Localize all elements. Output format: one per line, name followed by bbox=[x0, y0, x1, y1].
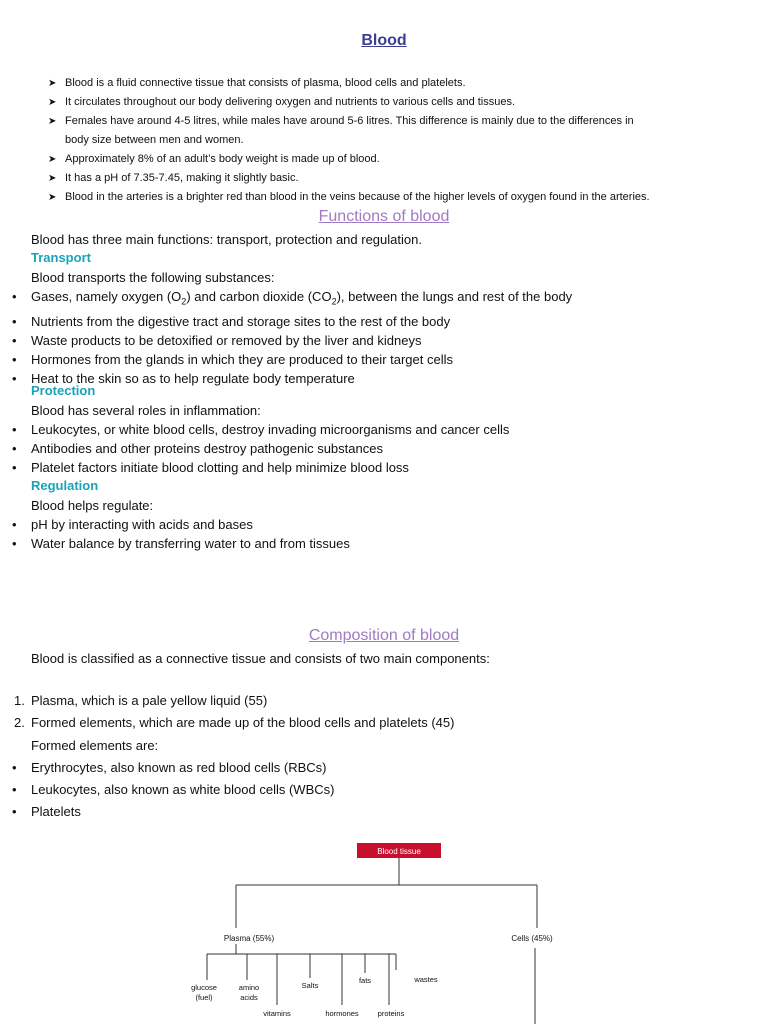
bullet-dot-icon: • bbox=[12, 460, 17, 475]
plasma-label: Plasma (55%) bbox=[223, 934, 275, 943]
protection-list bbox=[8, 420, 509, 477]
regulation-heading: Regulation bbox=[31, 478, 99, 493]
list-item bbox=[48, 112, 748, 150]
intro-list bbox=[48, 74, 748, 207]
bullet-dot-icon: • bbox=[12, 536, 17, 551]
intro-text: Females have around 4-5 litres, while males have around 5-6 litres. This difference is mainly due to the differences in bbox=[65, 115, 634, 127]
list-item bbox=[48, 150, 748, 169]
blood-tissue-diagram bbox=[0, 830, 768, 1024]
composition-lead: Blood is classified as a connective tissue and consists of two main components: bbox=[31, 651, 490, 666]
arrow-bullet-icon: ➤ bbox=[48, 78, 57, 89]
bullet-dot-icon: • bbox=[12, 441, 17, 456]
intro-text: Blood is a fluid connective tissue that consists of plasma, blood cells and platelets. bbox=[65, 77, 466, 89]
glucose-sub-label: (fuel) bbox=[195, 993, 213, 1002]
list-item bbox=[48, 93, 748, 112]
intro-text: Approximately 8% of an adult’s body weight is made up of blood. bbox=[65, 153, 380, 165]
arrow-bullet-icon: ➤ bbox=[48, 192, 57, 203]
vitamins-label: vitamins bbox=[263, 1009, 291, 1018]
bullet-dot-icon: • bbox=[12, 313, 17, 329]
protection-heading: Protection bbox=[31, 383, 96, 398]
transport-lead: Blood transports the following substances: bbox=[31, 270, 275, 285]
list-item: • Nutrients from the digestive tract and storage sites to the rest of the body bbox=[12, 313, 451, 329]
intro-text: It circulates throughout our body delivering oxygen and nutrients to various cells and tissues. bbox=[65, 96, 516, 108]
list-item: 1. Plasma, which is a pale yellow liquid (55) bbox=[14, 693, 268, 708]
list-item: • Leukocytes, also known as white blood cells (WBCs) bbox=[8, 779, 334, 801]
composition-numbered-list bbox=[14, 690, 454, 734]
bullet-dot-icon: • bbox=[12, 782, 17, 797]
list-item: • pH by interacting with acids and bases bbox=[12, 517, 253, 532]
list-item: • Platelets bbox=[8, 801, 334, 823]
list-item: • Heat to the skin so as to help regulate body temperature bbox=[12, 370, 355, 386]
amino-label: amino bbox=[238, 983, 260, 992]
intro-text: It has a pH of 7.35-7.45, making it slightly basic. bbox=[65, 172, 299, 184]
list-item bbox=[48, 169, 748, 188]
hormones-label: hormones bbox=[325, 1009, 359, 1018]
cells-label: Cells (45%) bbox=[511, 934, 553, 943]
bullet-dot-icon: • bbox=[12, 760, 17, 775]
arrow-bullet-icon: ➤ bbox=[48, 154, 57, 165]
list-item bbox=[48, 74, 748, 93]
wastes-label: wastes bbox=[414, 975, 438, 984]
root-label: Blood tissue bbox=[377, 847, 421, 856]
fats-label: fats bbox=[358, 976, 372, 985]
list-item: • Waste products to be detoxified or removed by the liver and kidneys bbox=[12, 332, 422, 348]
list-item: • Water balance by transferring water to and from tissues bbox=[12, 536, 350, 551]
bullet-dot-icon: • bbox=[12, 422, 17, 437]
protection-lead: Blood has several roles in inflammation: bbox=[31, 403, 261, 418]
composition-title: Composition of blood bbox=[308, 627, 460, 644]
arrow-bullet-icon: ➤ bbox=[48, 97, 57, 108]
regulation-lead: Blood helps regulate: bbox=[31, 498, 154, 513]
list-item: • Erythrocytes, also known as red blood cells (RBCs) bbox=[8, 757, 334, 779]
formed-lead: Formed elements are: bbox=[31, 738, 159, 753]
bullet-dot-icon: • bbox=[12, 804, 17, 819]
amino-sub-label: acids bbox=[240, 993, 258, 1002]
functions-lead: Blood has three main functions: transport, protection and regulation. bbox=[31, 232, 422, 247]
functions-title: Functions of blood bbox=[318, 208, 450, 225]
list-item: • Leukocytes, or white blood cells, destroy invading microorganisms and cancer cells bbox=[12, 422, 510, 437]
transport-heading: Transport bbox=[31, 250, 91, 265]
intro-text: Blood in the arteries is a brighter red than blood in the veins because of the higher levels of oxygen found in the arteries. bbox=[65, 191, 650, 203]
arrow-bullet-icon: ➤ bbox=[48, 116, 57, 127]
list-item: • Gases, namely oxygen $(O_2)$ and carbon dioxide $(CO_2)$, between the lungs and rest of the body bbox=[12, 289, 573, 307]
arrow-bullet-icon: ➤ bbox=[48, 173, 57, 184]
bullet-dot-icon: • bbox=[12, 517, 17, 532]
salts-label: Salts bbox=[301, 981, 319, 990]
list-item: • Antibodies and other proteins destroy pathogenic substances bbox=[12, 441, 383, 456]
proteins-label: proteins bbox=[377, 1009, 405, 1018]
list-item: • Platelet factors initiate blood clotting and help minimize blood loss bbox=[12, 460, 409, 475]
list-item: • Hormones from the glands in which they are produced to their target cells bbox=[12, 351, 453, 367]
intro-text: body size between men and women. bbox=[65, 134, 244, 146]
page-title: Blood bbox=[361, 32, 407, 49]
bullet-dot-icon: • bbox=[12, 370, 17, 386]
formed-list bbox=[8, 757, 334, 823]
bullet-dot-icon: • bbox=[12, 351, 17, 367]
bullet-dot-icon: • bbox=[12, 289, 17, 304]
list-item bbox=[48, 188, 748, 207]
transport-list bbox=[8, 287, 572, 388]
glucose-label: glucose bbox=[191, 983, 217, 992]
bullet-dot-icon: • bbox=[12, 332, 17, 348]
list-item: 2. Formed elements, which are made up of the blood cells and platelets (45) bbox=[14, 715, 455, 730]
regulation-list bbox=[8, 515, 350, 553]
